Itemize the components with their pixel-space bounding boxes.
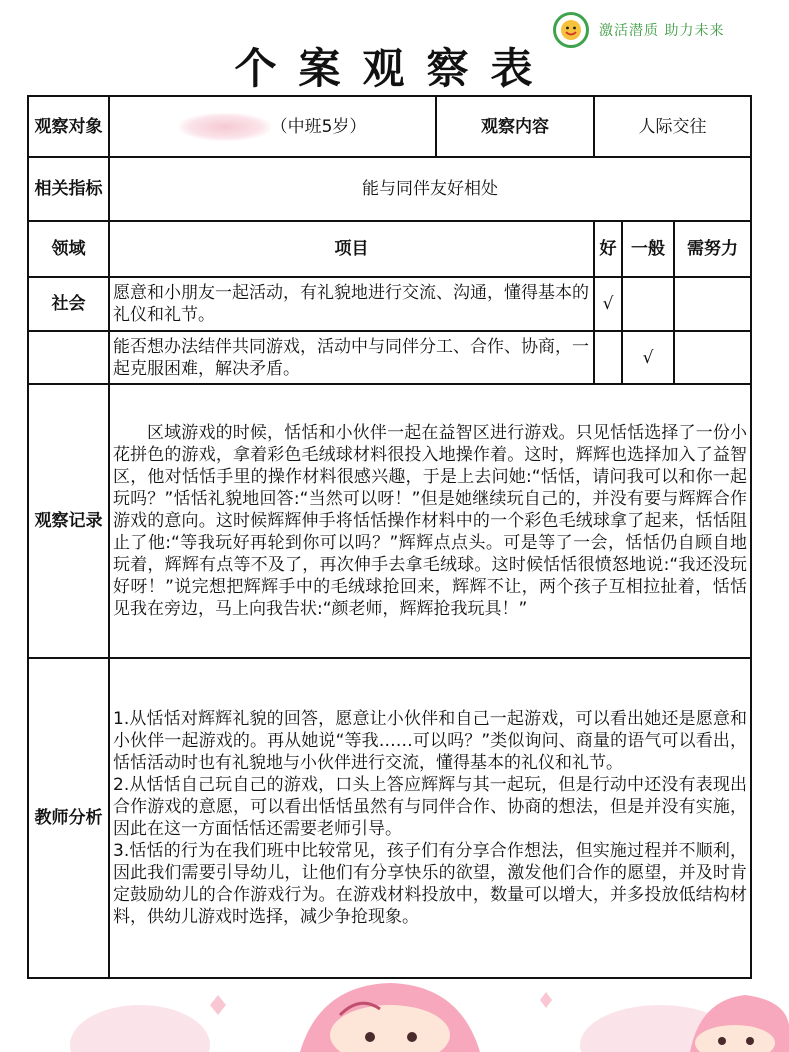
item-text: 愿意和小朋友一起活动，有礼貌地进行交流、沟通，懂得基本的礼仪和礼节。 [109, 277, 594, 331]
item-text: 能否想办法结伴共同游戏，活动中与同伴分工、合作、协商，一起克服困难，解决矛盾。 [109, 331, 594, 384]
smiley-logo-icon [553, 12, 589, 48]
good-check: √ [594, 277, 622, 331]
item-domain [28, 331, 109, 384]
analysis-text [109, 658, 751, 978]
analysis-point: 2.从恬恬自己玩自己的游戏，口头上答应辉辉与其一起玩，但是行动中还没有表现出合作游戏的意愿，可以看出恬恬虽然有与同伴合作、协商的想法，但是并没有实施，因此在这一方面恬恬还需要老师引导。 [113, 775, 748, 839]
needs-check [674, 331, 751, 384]
item-row [28, 331, 751, 384]
analysis-point: 1.从恬恬对辉辉礼貌的回答，愿意让小伙伴和自己一起游戏，可以看出她还是愿意和小伙伴一起游戏的。再从她说“等我……可以吗？”类似询问、商量的语气可以看出，恬恬活动时也有礼貌地与小伙伴进行交流，懂得基本的礼仪和礼节。 [113, 709, 748, 773]
logo-slogan: 激活潜质 助力未来 [599, 23, 725, 39]
average-check: √ [622, 331, 674, 384]
indicator-row [28, 157, 751, 221]
subject-value [109, 96, 436, 157]
good-header: 好 [594, 221, 622, 277]
content-value: 人际交往 [594, 96, 751, 157]
indicator-value: 能与同伴友好相处 [109, 157, 751, 221]
subject-row [28, 96, 751, 157]
average-header: 一般 [622, 221, 674, 277]
average-check [622, 277, 674, 331]
analysis-label: 教师分析 [28, 658, 109, 978]
page-title: 个案观察表 [234, 44, 555, 93]
item-row [28, 277, 751, 331]
good-check [594, 331, 622, 384]
analysis-point: 3.恬恬的行为在我们班中比较常见，孩子们有分享合作想法，但实施过程并不顺利，因此我们需要引导幼儿，让他们有分享快乐的欲望，激发他们合作的愿望，并及时肯定鼓励幼儿的合作游戏行为。在游戏材料投放中，数量可以增大，并多投放低结构材料，供幼儿游戏时选择，减少争抢现象。 [113, 841, 748, 927]
record-label: 观察记录 [28, 384, 109, 658]
item-header: 项目 [109, 221, 594, 277]
content-label: 观察内容 [436, 96, 594, 157]
indicator-label: 相关指标 [28, 157, 109, 221]
analysis-row [28, 658, 751, 978]
record-text [109, 384, 751, 658]
subject-suffix: （中班5岁） [270, 116, 367, 137]
observation-table [27, 95, 752, 979]
brand-logo [553, 12, 724, 48]
record-row [28, 384, 751, 658]
item-domain: 社会 [28, 277, 109, 331]
needs-header: 需努力 [674, 221, 751, 277]
domain-header: 领域 [28, 221, 109, 277]
needs-check [674, 277, 751, 331]
record-paragraph: 区域游戏的时候，恬恬和小伙伴一起在益智区进行游戏。只见恬恬选择了一份小花拼色的游戏，拿着彩色毛绒球材料很投入地操作着。这时，辉辉也选择加入了益智区，他对恬恬手里的操作材料很感兴趣，于是上去问她:“恬恬，请问我可以和你一起玩吗？”恬恬礼貌地回答:“当然可以呀！”但是她继续玩自己的，并没有要与辉辉合作游戏的意向。这时候辉辉伸手将恬恬操作材料中的一个彩色毛绒球拿了起来，恬恬阻止了他:“等我玩好再轮到你可以吗？”辉辉点点头。可是等了一会，恬恬仍自顾自地玩着，辉辉有点等不及了，再次伸手去拿毛绒球。这时候恬恬很愤怒地说:“我还没玩好呀！”说完想把辉辉手中的毛绒球抢回来，辉辉不让，两个孩子互相拉扯着，恬恬见我在旁边，马上向我告状:“颜老师，辉辉抢我玩具！” [113, 423, 748, 619]
blurred-name [179, 113, 271, 141]
subject-label: 观察对象 [28, 96, 109, 157]
header-row [28, 221, 751, 277]
cartoon-decoration [0, 975, 789, 1052]
